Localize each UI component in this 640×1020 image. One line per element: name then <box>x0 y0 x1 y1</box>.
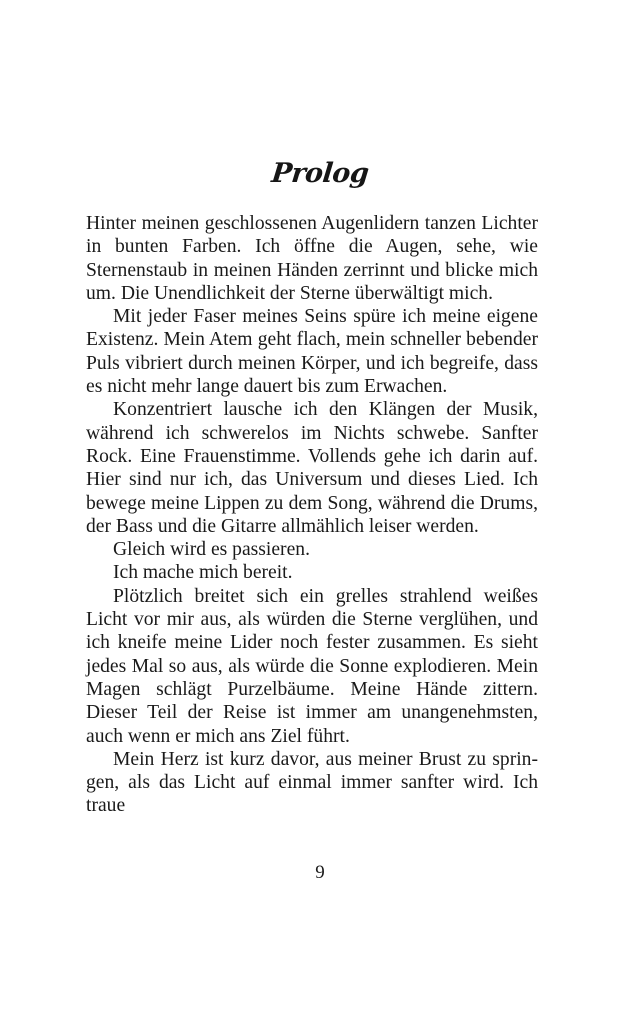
paragraph: Gleich wird es passieren. <box>113 539 310 561</box>
paragraph: Plötzlich breitet sich ein grelles strahlend weißes Licht vor mir aus, als würden die Sterne verglühen, und ich kneife meine Lider noch fester zusammen. Es sieht jedes Mal so aus, als würde die Sonne explodieren. Mein Magen schlägt Purzelbäume. Meine Hände zittern. Dieser Teil der Reise ist immer am unangenehmsten, auch wenn er mich ans Ziel führt. <box>86 585 538 747</box>
page-number: 9 <box>315 862 325 883</box>
paragraph: Hinter meinen geschlossenen Augenlidern tanzen Lichter in bunten Farben. Ich öffne die Augen, sehe, wie Sternenstaub in meinen Händen zerrinnt und blicke mich um. Die Unendlichkeit der Sterne überwältigt mich. <box>86 213 538 304</box>
paragraph: Konzentriert lausche ich den Klängen der Musik, während ich schwerelos im Nichts schwebe. Sanfter Rock. Eine Frauenstimme. Vollends gehe ich darin auf. Hier sind nur ich, das Universum und dieses Lied. Ich bewege meine Lippen zu dem Song, während die Drums, der Bass und die Gitarre allmählich leiser werden. <box>86 399 538 537</box>
body-text <box>86 212 538 818</box>
paragraph: Ich mache mich bereit. <box>113 562 293 584</box>
paragraph: Mit jeder Faser meines Seins spüre ich meine eigene Existenz. Mein Atem geht flach, mein schneller bebender Puls vibriert durch meinen Körper, und ich begreife, dass es nicht mehr lange dauert bis zum Erwachen. <box>86 306 538 398</box>
paragraph: Mein Herz ist kurz davor, aus meiner Brust zu springen, als das Licht auf einmal immer sanfter wird. Ich traue <box>86 748 538 817</box>
chapter-title: Prolog <box>270 158 370 189</box>
